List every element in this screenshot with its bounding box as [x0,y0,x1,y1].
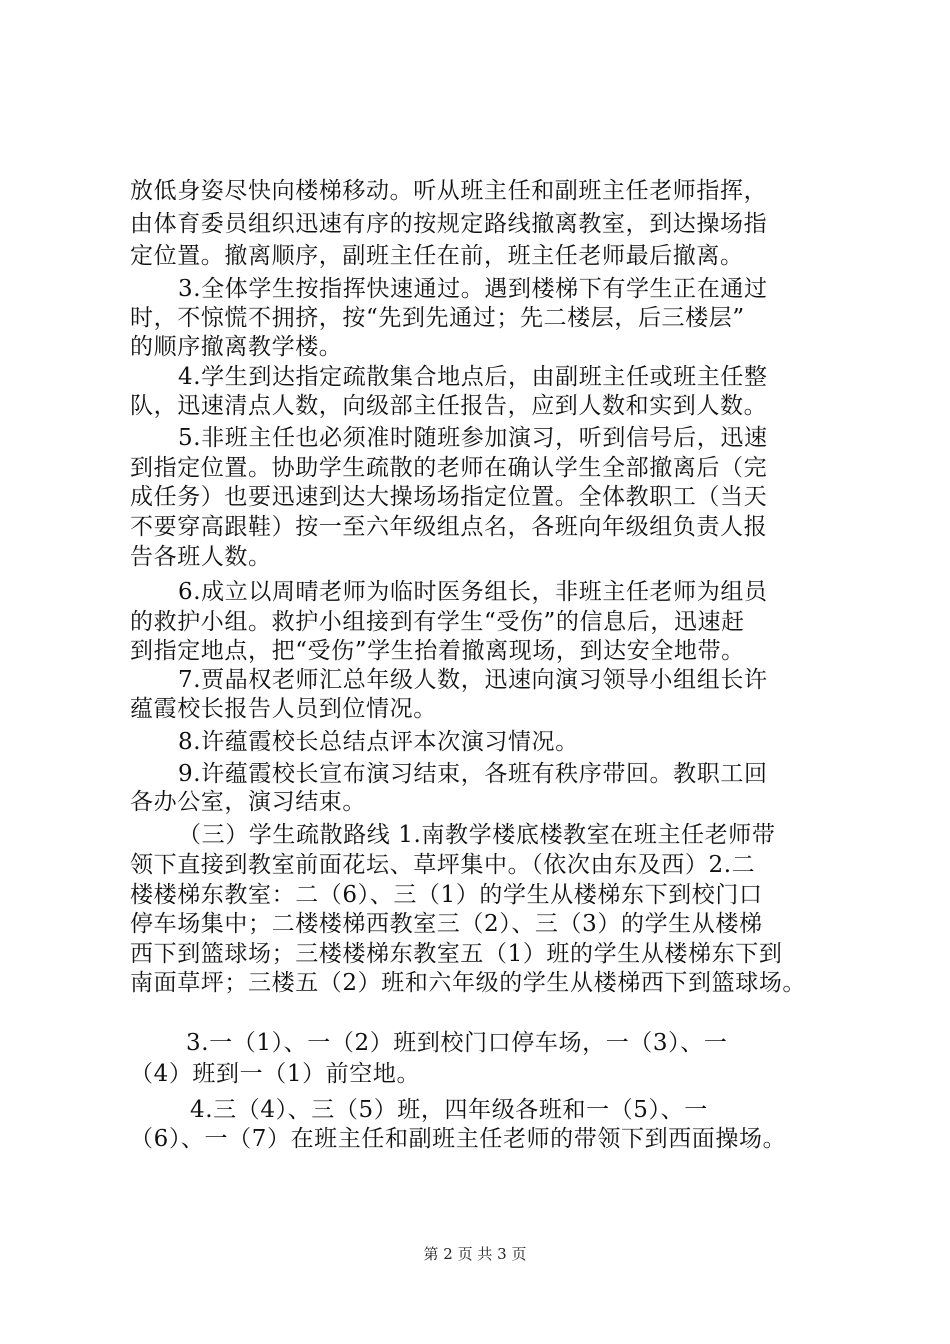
body-line-1: 放低身姿尽快向楼梯移动。听从班主任和副班主任老师指挥， [130,178,768,204]
body-line-6: 的顺序撤离教学楼。 [130,334,343,360]
body-line-10: 到指定位置。协助学生疏散的老师在确认学生全部撤离后（完 [130,455,768,481]
body-line-7: 4.学生到达指定疏散集合地点后，由副班主任或班主任整 [178,364,768,390]
body-line-20: 9.许蕴霞校长宣布演习结束，各班有秩序带回。教职工回 [178,761,768,787]
body-line-14: 6.成立以周晴老师为临时医务组长，非班主任老师为组员 [178,579,768,605]
body-line-9: 5.非班主任也必须准时随班参加演习，听到信号后，迅速 [178,425,768,451]
body-line-30: 4.三（4）、三（5）班，四年级各班和一（5）、一 [190,1097,708,1123]
body-line-17: 7.贾晶权老师汇总年级人数，迅速向演习领导小组组长许 [178,667,768,693]
body-line-27: 南面草坪；三楼五（2）班和六年级的学生从楼梯西下到篮球场。 [130,970,807,996]
body-line-18: 蕴霞校长报告人员到位情况。 [130,696,437,722]
body-line-26: 西下到篮球场；三楼楼梯东教室五（1）班的学生从楼梯东下到 [130,941,783,967]
body-line-23: 领下直接到教室前面花坛、草坪集中。（依次由东及西）2.二 [130,852,756,878]
body-line-2: 由体育委员组织迅速有序的按规定路线撤离教室，到达操场指 [130,211,768,237]
body-line-31: （6）、一（7）在班主任和副班主任老师的带领下到西面操场。 [130,1126,787,1152]
body-line-12: 不要穿高跟鞋）按一至六年级组点名，各班向年级组负责人报 [130,514,768,540]
page-number-footer: 第 2 页 共 3 页 [423,1245,527,1263]
body-line-15: 的救护小组。救护小组接到有学生“受伤”的信息后，迅速赶 [130,609,745,635]
body-line-29: （4）班到一（1）前空地。 [130,1061,421,1087]
body-line-21: 各办公室，演习结束。 [130,789,366,815]
body-line-8: 队，迅速清点人数，向级部主任报告，应到人数和实到人数。 [130,393,768,419]
body-line-13: 告各班人数。 [130,544,272,570]
body-line-22: （三）学生疏散路线 1.南教学楼底楼教室在班主任老师带 [178,822,776,848]
body-line-24: 楼楼梯东教室：二（6）、三（1）的学生从楼梯东下到校门口 [130,882,763,908]
body-line-19: 8.许蕴霞校长总结点评本次演习情况。 [178,729,579,755]
body-line-16: 到指定地点，把“受伤”学生抬着撤离现场，到达安全地带。 [130,638,745,664]
body-line-28: 3.一（1）、一（2）班到校门口停车场，一（3）、一 [186,1030,728,1056]
body-line-25: 停车场集中；二楼楼梯西教室三（2）、三（3）的学生从楼梯 [130,911,763,937]
body-line-5: 时，不惊慌不拥挤，按“先到先通过；先二楼层，后三楼层” [130,305,745,331]
body-line-4: 3.全体学生按指挥快速通过。遇到楼梯下有学生正在通过 [178,276,768,302]
body-line-11: 成任务）也要迅速到达大操场场指定位置。全体教职工（当天 [130,484,768,510]
body-line-3: 定位置。撤离顺序，副班主任在前，班主任老师最后撤离。 [130,243,744,269]
